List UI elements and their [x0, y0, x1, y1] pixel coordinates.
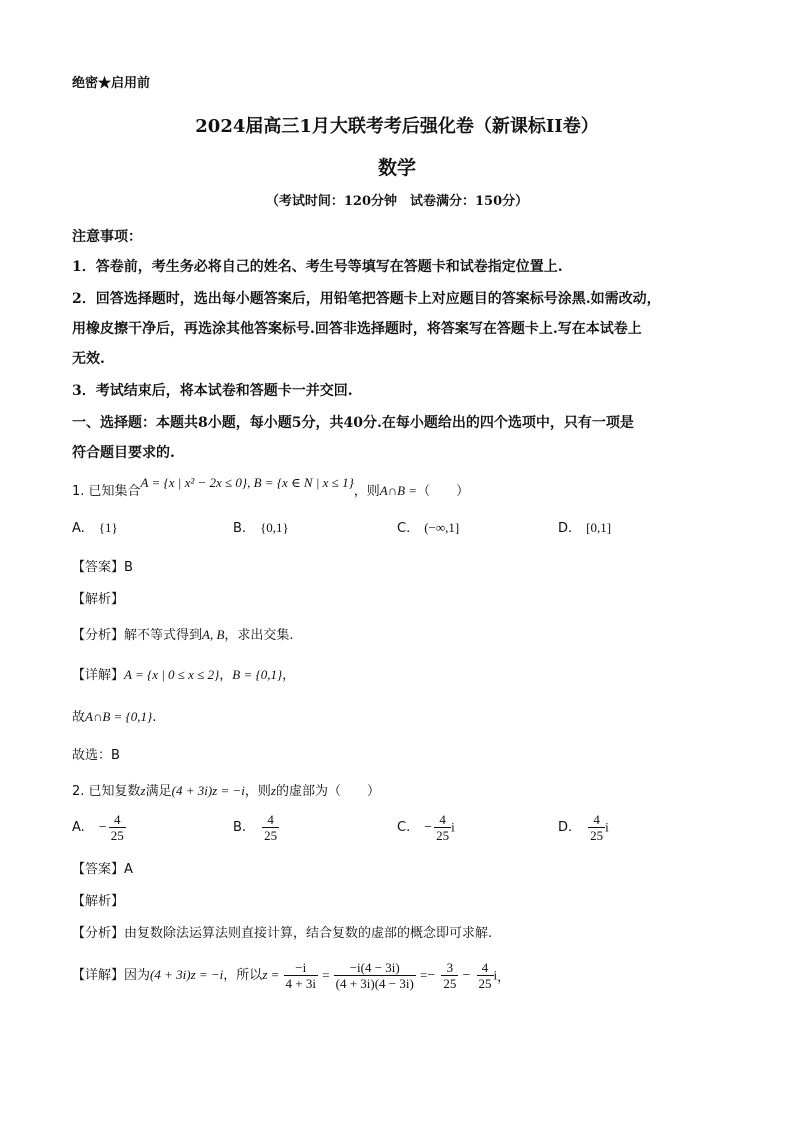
q1-answer-value: B [124, 560, 133, 575]
q1-option-b[interactable] [233, 520, 289, 536]
q2-detail-pre: 因为 [124, 968, 151, 983]
q2-option-a-den: 25 [110, 828, 124, 843]
question-1-stem [72, 475, 470, 499]
q2-z: z [140, 783, 146, 798]
q1-option-b-value: {0,1} [260, 520, 289, 535]
q2-option-c-label: C. [397, 820, 411, 835]
q1-fenxi-post: ，求出交集. [224, 628, 294, 643]
q2-option-b-fraction [262, 812, 279, 843]
q2-equation: (4 + 3i)z = −i [171, 783, 245, 798]
q2-option-b-num: 4 [267, 812, 274, 827]
section-heading-line-2: 符合题目要求的. [72, 445, 175, 461]
q2-eq-sign-2: = [419, 967, 428, 983]
q1-prefix: 1. 已知集合 [72, 484, 141, 499]
q2-option-c-den: 25 [436, 828, 450, 843]
q2-option-d-num: 4 [593, 812, 600, 827]
note-item-2-line-2: 用橡皮擦干净后，再选涂其他答案标号.回答非选择题时，将答案写在答题卡上.写在本试卷上 [72, 321, 642, 337]
q1-choose: 故选：B [72, 748, 120, 763]
q2-option-d-i: i [605, 819, 609, 835]
q2-frac2-den: (4 + 3i)(4 − 3i) [335, 976, 414, 991]
q2-frac4-num: 4 [481, 960, 489, 975]
q1-option-c[interactable] [397, 520, 459, 536]
q2-option-d-fraction [588, 812, 605, 843]
q2-option-b[interactable] [233, 812, 279, 843]
q2-answer-tag: 【答案】 [72, 862, 125, 877]
q1-intersection: A∩B = [379, 483, 418, 498]
q2-option-d[interactable] [558, 812, 609, 843]
q1-fenxi [72, 624, 294, 643]
q2-detail-tag: 【详解】 [72, 968, 125, 983]
q2-z-2: z [270, 783, 276, 798]
q2-detail-fraction-3 [441, 960, 458, 991]
q2-option-d-den: 25 [590, 828, 604, 843]
q1-option-d[interactable] [558, 520, 611, 536]
q1-analysis-tag: 【解析】 [72, 592, 125, 607]
q2-option-c-fraction [434, 812, 451, 843]
q1-option-c-value: (−∞,1] [424, 520, 460, 535]
q1-paren: （ ） [417, 484, 470, 499]
q2-mid2: ，则 [244, 784, 271, 799]
q1-option-a[interactable] [72, 520, 118, 536]
q1-set-expression: A = {x | x² − 2x ≤ 0}, B = {x ∈ N | x ≤ 1} [140, 475, 354, 490]
q1-answer [72, 556, 133, 575]
q2-detail-fraction-2 [334, 960, 416, 991]
q2-frac1-den: 4 + 3i [285, 976, 316, 991]
q2-suffix: 的虚部为（ ） [275, 784, 380, 799]
q1-option-a-value: {1} [98, 520, 118, 535]
q2-detail-end: ， [497, 969, 511, 984]
q2-option-c-num: 4 [439, 812, 446, 827]
q1-detail [72, 664, 295, 683]
q2-frac3-den: 25 [443, 976, 457, 991]
q2-option-c-i: i [451, 819, 455, 835]
q1-detail-set-a: A = {x | 0 ≤ x ≤ 2} [124, 667, 220, 682]
q1-detail-tag: 【详解】 [72, 668, 125, 683]
q2-detail [72, 960, 510, 991]
q2-option-d-label: D. [558, 820, 573, 835]
q2-fenxi-tag: 【分析】 [72, 926, 125, 941]
q2-eq-sign: = [322, 967, 330, 983]
q1-conclusion [72, 706, 156, 725]
confidential-mark: 绝密★启用前 [72, 76, 151, 91]
q1-option-d-value: [0,1] [586, 520, 612, 535]
q2-option-a-fraction [109, 812, 126, 843]
q1-option-d-label: D. [558, 521, 573, 536]
q2-answer [72, 858, 133, 877]
q2-detail-fraction-4 [477, 960, 494, 991]
q1-fenxi-math: A, B [202, 627, 225, 642]
q2-detail-equation: (4 + 3i)z = −i [150, 967, 224, 982]
q2-frac2-num: −i(4 − 3i) [349, 960, 400, 975]
q2-minus-2: − [462, 967, 471, 983]
q2-option-a-label: A. [72, 820, 85, 835]
q1-suffix: ，则 [353, 484, 380, 499]
q2-detail-mid: ，所以 [223, 968, 263, 983]
q1-detail-end: ， [282, 668, 296, 683]
note-item-2-line-1: 2．回答选择题时，选出每小题答案后，用铅笔把答题卡上对应题目的答案标号涂黑.如需改动， [72, 291, 661, 307]
notes-heading: 注意事项： [72, 229, 142, 245]
q1-detail-sep: ， [219, 668, 233, 683]
q2-option-c-sign: − [424, 819, 433, 835]
q2-mid: 满足 [145, 784, 172, 799]
exam-info: （考试时间：120分钟 试卷满分：150分） [265, 194, 529, 209]
q2-option-c[interactable] [397, 812, 455, 843]
subject-title: 数学 [377, 157, 416, 179]
q2-frac3-num: 3 [446, 960, 454, 975]
q2-option-b-den: 25 [264, 828, 278, 843]
q2-minus-1: − [427, 967, 436, 983]
q2-answer-value: A [124, 862, 133, 877]
q1-option-b-label: B. [233, 521, 247, 536]
q1-fenxi-pre: 解不等式得到 [124, 628, 203, 643]
q2-frac1-num: −i [295, 960, 307, 975]
note-item-2-line-3: 无效. [72, 351, 105, 367]
q2-option-a-sign: − [98, 819, 107, 835]
q1-conclusion-pre: 故 [72, 710, 86, 725]
exam-title: 2024届高三1月大联考考后强化卷（新课标II卷） [195, 116, 599, 137]
note-item-1: 1．答卷前，考生务必将自己的姓名、考生号等填写在答题卡和试卷指定位置上. [72, 259, 563, 275]
note-item-3: 3．考试结束后，将本试卷和答题卡一并交回. [72, 383, 353, 399]
q2-frac4-den: 25 [478, 976, 492, 991]
q1-option-a-label: A. [72, 521, 85, 536]
q2-option-a-num: 4 [113, 812, 121, 827]
q1-detail-set-b: B = {0,1} [232, 667, 283, 682]
q2-option-b-label: B. [233, 820, 247, 835]
q1-fenxi-tag: 【分析】 [72, 628, 125, 643]
q1-option-c-label: C. [397, 521, 411, 536]
q2-imag-unit: i [493, 967, 498, 983]
q1-conclusion-end: . [152, 710, 157, 725]
q1-conclusion-math: A∩B = {0,1} [85, 709, 153, 724]
q2-analysis-tag: 【解析】 [72, 894, 125, 909]
q2-fenxi-text: 由复数除法运算法则直接计算，结合复数的虚部的概念即可求解. [124, 926, 493, 941]
q2-detail-z: z = [262, 967, 280, 982]
q2-detail-fraction-1 [284, 960, 318, 991]
question-2-stem [72, 780, 380, 799]
q1-answer-tag: 【答案】 [72, 560, 125, 575]
q2-fenxi [72, 922, 492, 941]
q2-option-a[interactable] [72, 812, 126, 843]
section-heading-line-1: 一、选择题：本题共8小题，每小题5分，共40分.在每小题给出的四个选项中，只有一项是 [72, 415, 634, 431]
q2-prefix: 2. 已知复数 [72, 784, 141, 799]
